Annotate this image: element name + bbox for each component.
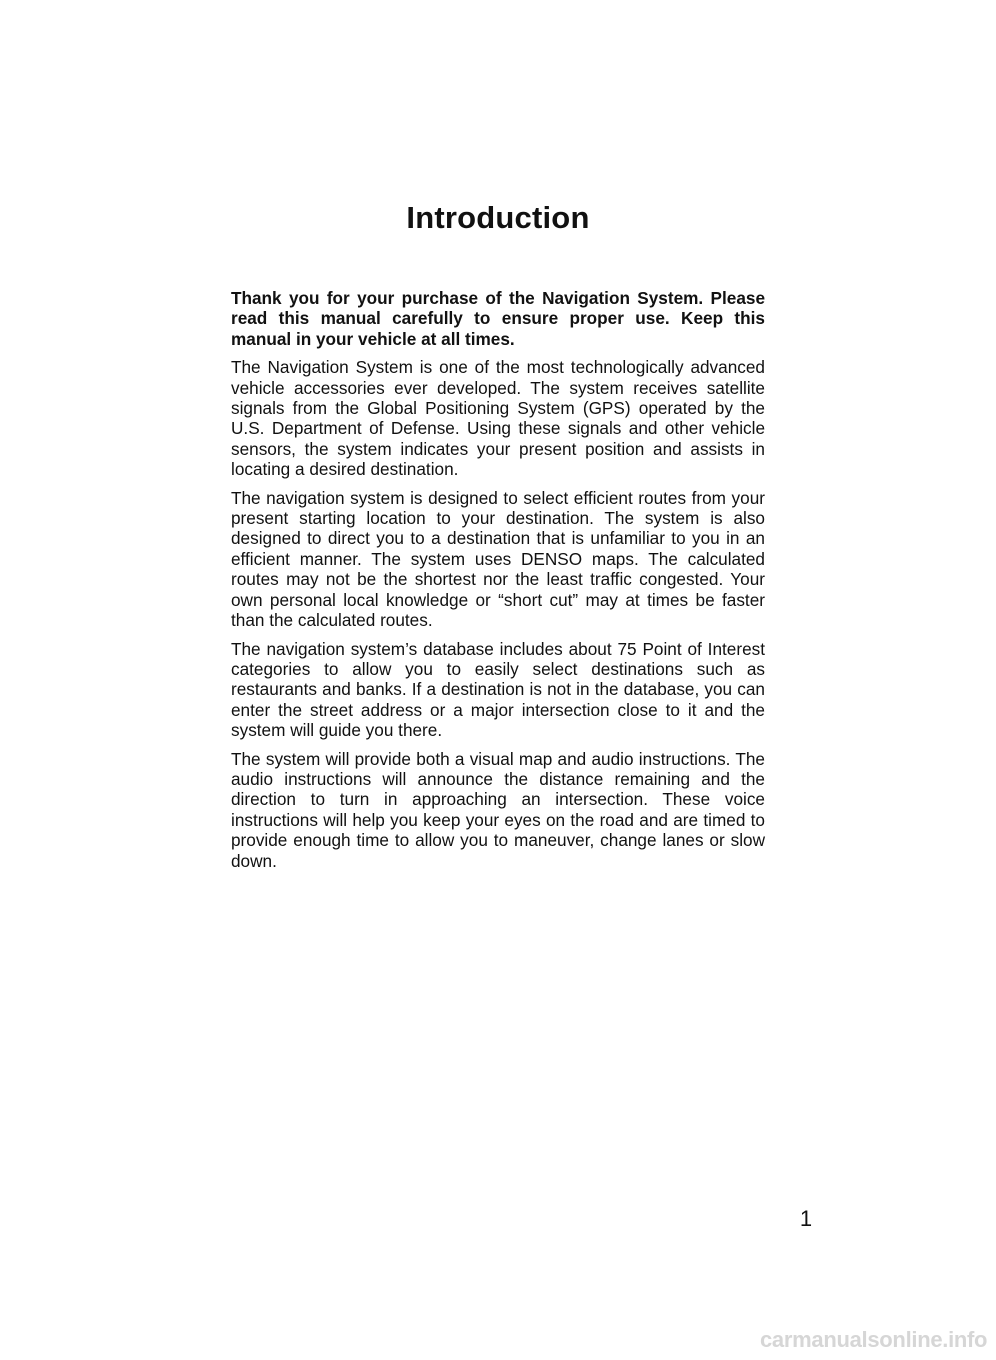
- body-paragraph-routes: The navigation system is designed to select efficient routes from your present starting location to your destination. The system is also designed to direct you to a destination that is unfamiliar to you in an efficient manner. The system uses DENSO maps. The calculated routes may not be the shortest nor the least traffic congested. Your own personal local knowledge or “short cut” may at times be faster than the calculated routes.: [231, 487, 765, 631]
- body-paragraph-gps: The Navigation System is one of the most technologically advanced vehicle accessories ever developed. The system receives satellite signals from the Global Positioning System (GPS) operated by the U.S. Department of Defense. Using these signals and other vehicle sensors, the system indicates your present position and assists in locating a desired destination.: [231, 357, 765, 480]
- body-paragraph-audio: The system will provide both a visual map and audio instructions. The audio instructions will announce the distance remaining and the direction to turn in approaching an intersection. These voice instructions will help you keep your eyes on the road and are timed to provide enough time to allow you to maneuver, change lanes or slow down.: [231, 748, 765, 871]
- body-paragraph-database: The navigation system’s database includes about 75 Point of Interest categories to allow you to easily select destinations such as restaurants and banks. If a destination is not in the database, you can enter the street address or a major intersection close to it and the system will guide you there.: [231, 638, 765, 741]
- page-title: Introduction: [406, 200, 590, 235]
- intro-paragraph: Thank you for your purchase of the Navigation System. Please read this manual carefully to ensure proper use. Keep this manual in your vehicle at all times.: [231, 288, 765, 349]
- page-number: 1: [799, 1206, 813, 1231]
- watermark: carmanualsonline.info: [760, 1327, 988, 1352]
- body-text: [231, 288, 765, 879]
